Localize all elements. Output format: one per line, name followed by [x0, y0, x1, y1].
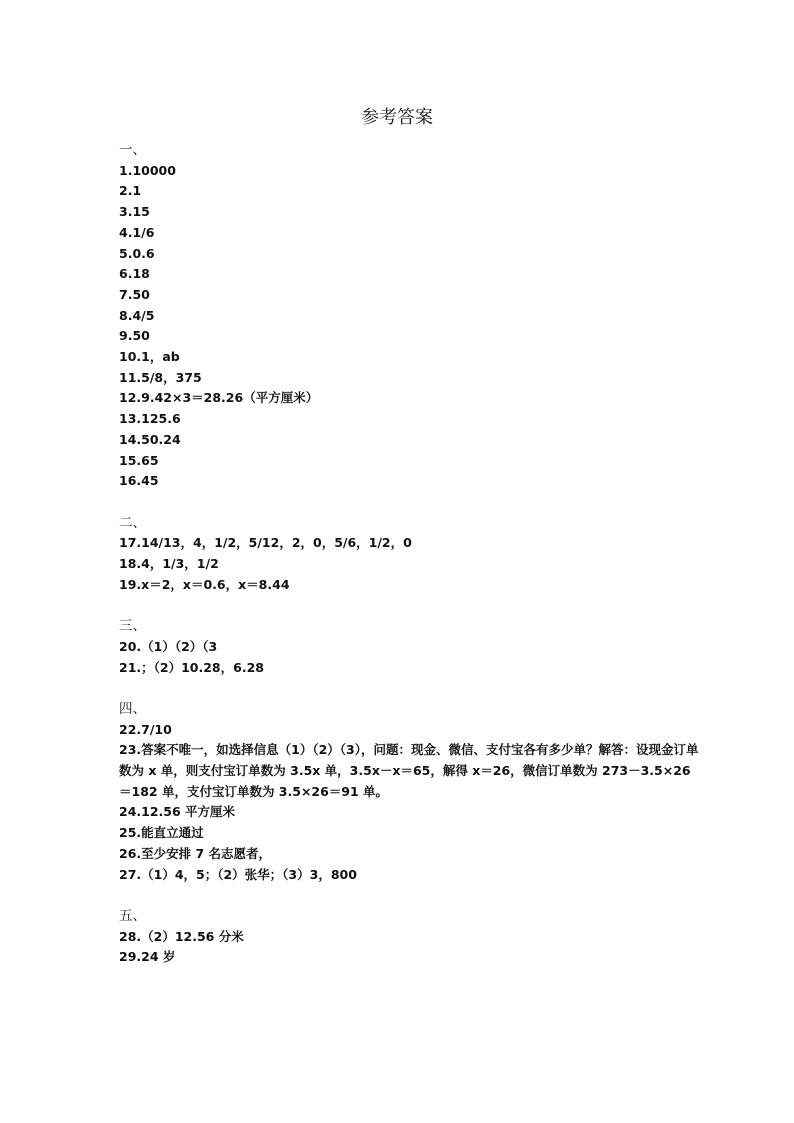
answer-item: 2.1 [119, 183, 142, 199]
answer-item: 20.（1）（2）（3 [119, 638, 218, 654]
section-2 [119, 513, 699, 596]
answer-item: 7.50 [119, 286, 150, 302]
answer-item: 9.50 [119, 328, 150, 344]
section-5 [119, 906, 699, 968]
answer-content [119, 140, 699, 968]
answer-item: 27.（1）4，5；（2）张华；（3）3，800 [119, 866, 357, 882]
section-heading: 一、 [119, 142, 146, 158]
answer-item: 29.24 岁 [119, 949, 176, 965]
section-heading: 三、 [119, 618, 146, 635]
section-heading: 五、 [119, 907, 146, 924]
answer-item: 22.7/10 [119, 721, 172, 737]
answer-item: 1.10000 [119, 162, 176, 178]
page-title: 参考答案 [361, 107, 433, 128]
answer-item: 6.18 [119, 266, 150, 282]
answer-item: 15.65 [119, 452, 159, 468]
answer-item: 10.1，ab [119, 349, 180, 365]
answer-item: 21.；（2）10.28，6.28 [119, 659, 264, 675]
answer-item: 8.4/5 [119, 307, 155, 323]
answer-item: 5.0.6 [119, 245, 155, 261]
answer-item: 18.4，1/3，1/2 [119, 556, 219, 572]
answer-item: 3.15 [119, 204, 150, 220]
section-4 [119, 699, 699, 885]
section-3 [119, 616, 699, 678]
answer-item: 12.9.42×3＝28.26（平方厘米） [119, 390, 319, 406]
answer-item: 4.1/6 [119, 224, 155, 240]
answer-item: 13.125.6 [119, 411, 181, 427]
section-1 [119, 140, 699, 492]
section-heading: 四、 [119, 700, 146, 717]
answer-item: 16.45 [119, 473, 159, 489]
answer-item: 11.5/8，375 [119, 369, 202, 385]
answer-item: 23.答案不唯一，如选择信息（1）（2）（3），问题：现金、微信、支付宝各有多少单？解答：设现金订单数为 x 单，则支付宝订单数为 3.5x 单，3.5x－x＝65，解得 x＝26，微信订单数为 273－3.5×26＝182 单，支付宝订单数为 3.5×26＝91 单。 [119, 742, 699, 799]
answer-item: 25.能直立通过 [119, 825, 204, 841]
answer-item: 19.x＝2，x＝0.6，x＝8.44 [119, 576, 290, 592]
section-heading: 二、 [119, 514, 146, 531]
answer-item: 17.14/13，4，1/2，5/12，2，0，5/6，1/2，0 [119, 535, 412, 551]
answer-item: 26.至少安排 7 名志愿者， [119, 845, 272, 861]
answer-item: 24.12.56 平方厘米 [119, 804, 236, 820]
answer-item: 14.50.24 [119, 431, 181, 447]
answer-item: 28.（2）12.56 分米 [119, 928, 244, 944]
